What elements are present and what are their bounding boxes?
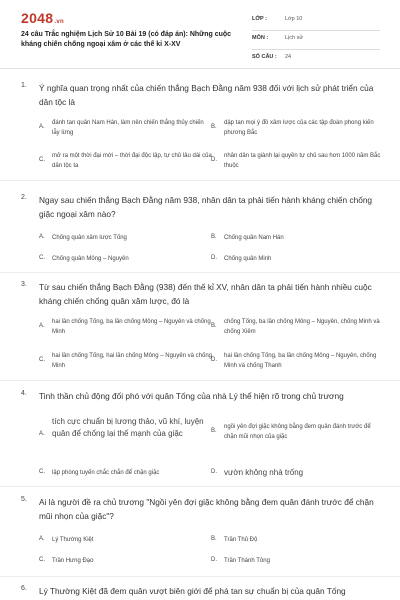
question-text: Tinh thần chủ động đối phó với quân Tống của nhà Lý thể hiện rõ trong chủ trương [39, 391, 344, 401]
meta-value: 24 [285, 54, 292, 60]
option-letter: A. [39, 431, 45, 437]
meta-key: SỐ CÂU : [252, 54, 277, 60]
option-letter: C. [39, 469, 45, 475]
option-text: ngồi yên đợi giặc không bằng đem quân đánh trước để chặn mũi nhọn của giặc [224, 424, 371, 440]
option-text: mở ra một thời đại mới – thời đại độc lập, tự chủ lâu dài của dân tộc ta [52, 153, 212, 169]
option-letter: D. [211, 357, 217, 363]
option-text: tích cực chuẩn bị lương thảo, vũ khí, luyện quân để chống lại thế mạnh của giặc [52, 417, 204, 438]
page-title: 24 câu Trắc nghiệm Lịch Sử 10 Bài 19 (có đáp án): Những cuộc kháng chiến chống ngoại xâm ở các thế kỉ X-XV [21, 31, 232, 48]
meta-row-subject [252, 31, 380, 50]
option-text: hai lần chống Tống, ba lần chống Mông – Nguyên và chống Minh [52, 319, 211, 335]
option-letter: B. [211, 323, 217, 329]
meta-value: Lịch sử [285, 35, 304, 41]
option-letter: B. [211, 428, 217, 434]
option-letter: A. [39, 234, 45, 240]
meta-value: Lớp 10 [285, 16, 303, 22]
option-letter: D. [211, 557, 217, 563]
question-text: Ý nghĩa quan trọng nhất của chiến thắng Bạch Đằng năm 938 đối với lịch sử phát triển của dân tộc là [39, 83, 374, 107]
option-letter: C. [39, 557, 45, 563]
logo-text: 2048 [21, 10, 54, 26]
question-divider [0, 272, 400, 273]
question-divider [0, 486, 400, 487]
question-text: Ai là người đề ra chủ trương "Ngồi yên đợi giặc không bằng đem quân đánh trước để chặn mũi nhọn của giặc"? [39, 497, 374, 521]
option-text: hai lần chống Tống, ba lần chống Mông – Nguyên, chống Minh và chống Thanh [224, 353, 377, 369]
option-text: Chống quân xâm lược Tống [52, 235, 127, 241]
option-text: Trần Thủ Độ [224, 537, 258, 543]
question-text: Lý Thường Kiệt đã đem quân vượt biên giới để phá tan sự chuẩn bị của quân Tống [39, 586, 346, 596]
option-text: hai lần chống Tống, hai lần chống Mông – Nguyên và chống Minh [52, 353, 213, 369]
meta-key: MÔN : [252, 35, 269, 41]
question-divider [0, 380, 400, 381]
option-text: đánh tan quân Nam Hán, làm nên chiến thắng thủy chiến lẫy lừng [52, 120, 204, 136]
option-text: Chống quân Nam Hán [224, 235, 284, 241]
option-text: Trần Hưng Đạo [52, 558, 94, 564]
option-text: chống Tống, ba lần chống Mông – Nguyên, chống Minh và chống Xiêm [224, 319, 380, 335]
question-number: 4. [21, 390, 27, 397]
question-number: 2. [21, 194, 27, 201]
site-logo[interactable] [21, 10, 64, 26]
option-text: Trần Thánh Tông [224, 558, 270, 564]
question-number: 1. [21, 82, 27, 89]
option-text: lập phòng tuyến chắc chắn để chặn giặc [52, 470, 160, 476]
header-divider [0, 68, 400, 69]
meta-key: LỚP : [252, 16, 267, 22]
option-letter: C. [39, 357, 45, 363]
option-text: Chống quân Mông – Nguyên [52, 256, 129, 262]
option-text: dập tan mọi ý đồ xâm lược của các tập đoàn phong kiến phương Bắc [224, 120, 374, 136]
question-number: 5. [21, 496, 27, 503]
question-divider [0, 180, 400, 181]
meta-row-count [252, 50, 380, 69]
option-letter: B. [211, 234, 217, 240]
logo-suffix: .vn [54, 19, 64, 25]
question-number: 3. [21, 281, 27, 288]
option-text: nhân dân ta giành lại quyền tự chủ sau hơn 1000 năm Bắc thuộc [224, 153, 381, 169]
question-divider [0, 576, 400, 577]
option-letter: C. [39, 157, 45, 163]
option-letter: A. [39, 323, 45, 329]
option-letter: B. [211, 124, 217, 130]
meta-row-class [252, 12, 380, 31]
option-text: Lý Thường Kiệt [52, 537, 94, 543]
option-letter: D. [211, 469, 217, 475]
option-text: vườn không nhà trống [224, 468, 304, 477]
option-letter: A. [39, 124, 45, 130]
question-number: 6. [21, 585, 27, 592]
option-letter: A. [39, 536, 45, 542]
option-letter: B. [211, 536, 217, 542]
option-letter: C. [39, 255, 45, 261]
question-text: Ngay sau chiến thắng Bạch Đằng năm 938, nhân dân ta phải tiến hành kháng chiến chống giặc ngoại xâm nào? [39, 195, 373, 219]
question-text: Từ sau chiến thắng Bạch Đằng (938) đến thế kỉ XV, nhân dân ta phải tiến hành nhiều cuộc kháng chiến chống quân xâm lược, đó là [39, 282, 372, 306]
quiz-meta [252, 12, 380, 69]
option-text: Chống quân Minh [224, 256, 272, 262]
page-header [0, 0, 400, 62]
option-letter: D. [211, 157, 217, 163]
option-letter: D. [211, 255, 217, 261]
